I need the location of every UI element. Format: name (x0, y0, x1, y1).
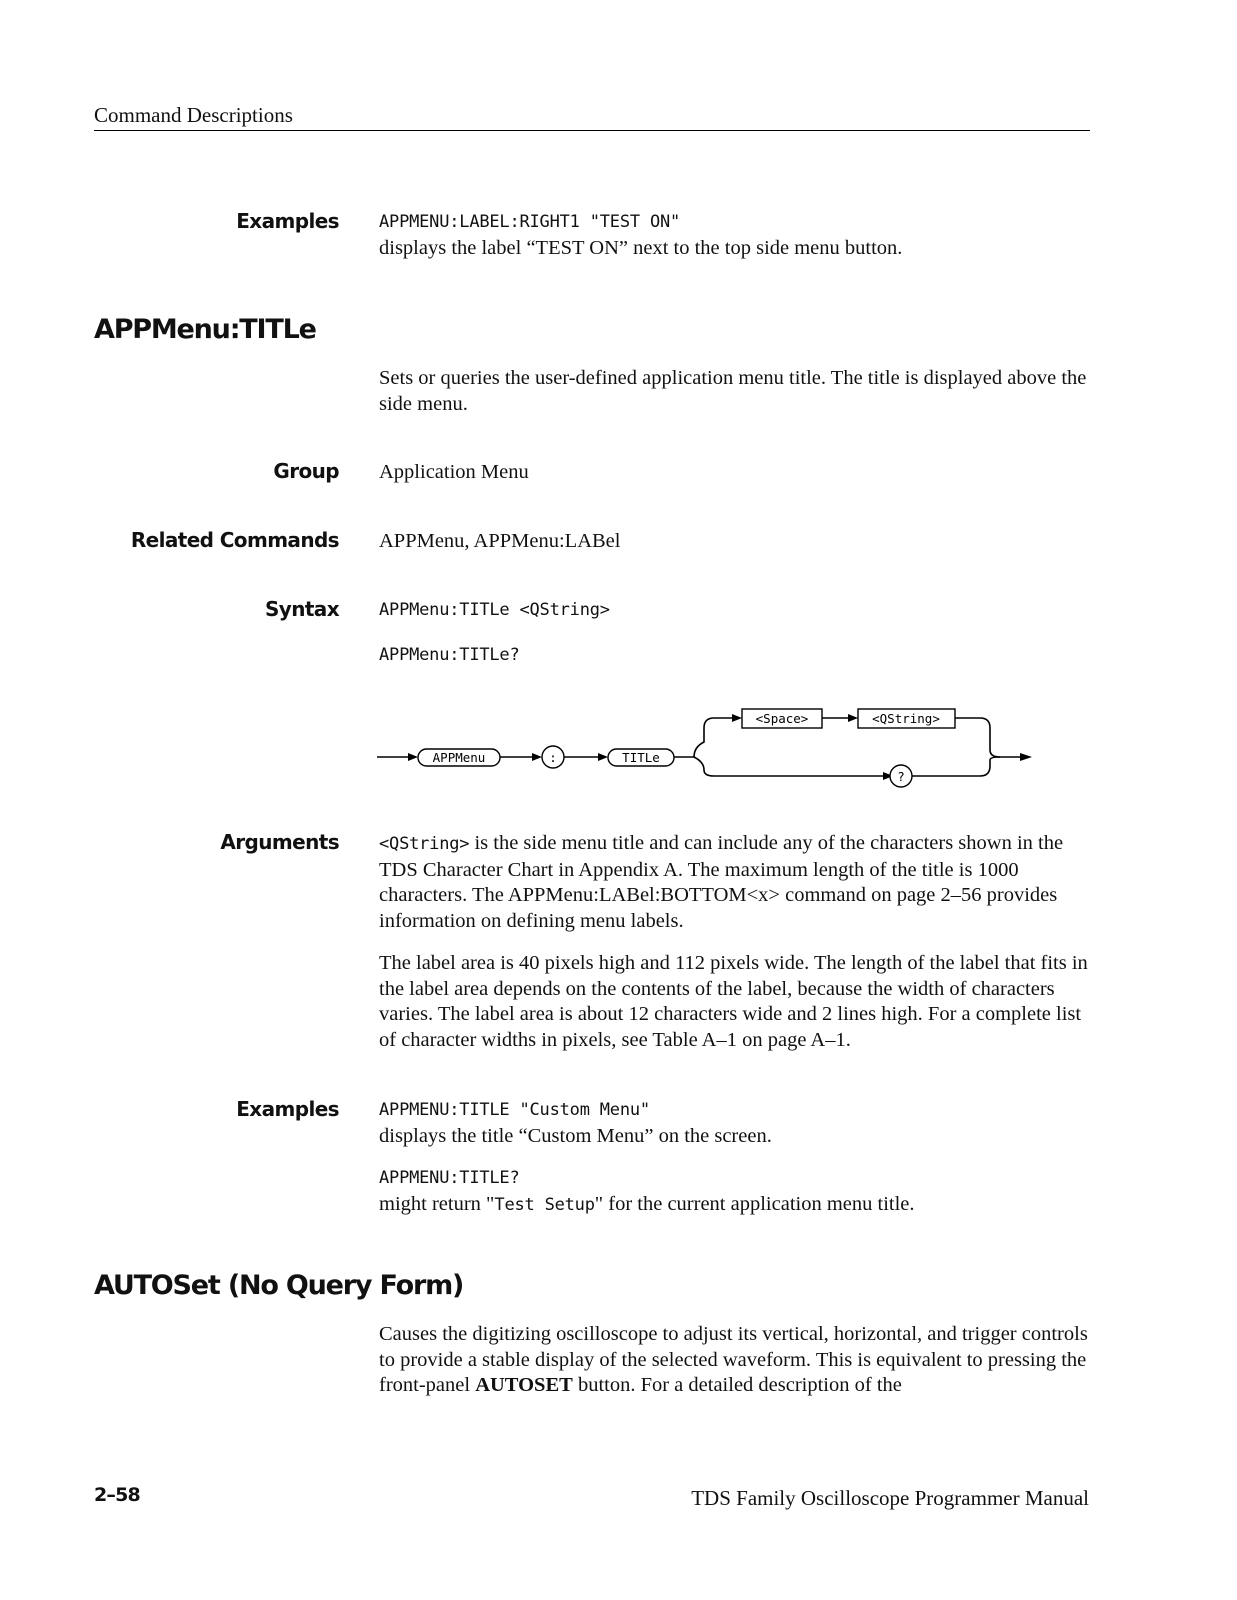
diagram-text-title: TITLe (622, 750, 660, 765)
syntax-label: Syntax (264, 597, 339, 621)
diagram-text-space: <Space> (755, 711, 809, 726)
example-2-return-value: Test Setup (494, 1194, 595, 1215)
example-2-code: APPMENU:TITLE? (379, 1168, 520, 1188)
autoset-desc-pre: Causes the digitizing oscilloscope to adjust its vertical, horizontal, and trigger controls to provide a stable display of the selected waveform. This is equivalent to pressing the front-panel (379, 1323, 1088, 1396)
syntax-line-1: APPMenu:TITLe <QString> (379, 600, 610, 620)
autoset-description (379, 1322, 1091, 1399)
command-heading-autoset: AUTOSet (No Query Form) (94, 1270, 464, 1301)
header-rule (94, 130, 1090, 131)
example-1-code: APPMENU:TITLE "Custom Menu" (379, 1100, 650, 1120)
diagram-text-colon: : (549, 750, 557, 765)
example-2-post: " for the current application menu title. (594, 1192, 915, 1215)
diagram-text-appmenu: APPMenu (432, 750, 486, 765)
prev-example-code: APPMENU:LABEL:RIGHT1 "TEST ON" (379, 212, 681, 232)
command-description: Sets or queries the user-defined application menu title. The title is displayed above the side menu. (379, 367, 1087, 415)
command-heading-appmenu-title: APPMenu:TITLe (94, 314, 316, 345)
example-2-pre: might return " (379, 1192, 495, 1215)
title-example-1 (379, 1098, 1091, 1149)
manual-title: TDS Family Oscilloscope Programmer Manual (691, 1486, 1089, 1510)
prev-examples-block (379, 210, 1091, 261)
arguments-paragraph-1 (379, 831, 1091, 934)
example-2-text (379, 1192, 1091, 1219)
examples-label: Examples (236, 209, 339, 233)
group-value: Application Menu (379, 461, 529, 483)
related-commands-label: Related Commands (130, 528, 339, 552)
page-number: 2–58 (94, 1484, 140, 1506)
autoset-desc-post: button. For a detailed description of the (572, 1374, 902, 1396)
title-example-2 (379, 1166, 1091, 1218)
prev-example-text: displays the label “TEST ON” next to the top side menu button. (379, 236, 903, 259)
example-1-text: displays the title “Custom Menu” on the screen. (379, 1124, 772, 1147)
group-label: Group (273, 459, 339, 483)
syntax-diagram (372, 700, 1042, 792)
running-header: Command Descriptions (94, 103, 293, 127)
syntax-line-2: APPMenu:TITLe? (379, 645, 520, 665)
arguments-paragraph-2: The label area is 40 pixels high and 112 pixels wide. The length of the label that fits in the label area depends on the contents of the label, because the width of characters varies. The label area is about 12 characters wide and 2 lines high. For a complete list of character widths in pixels, see Table A–1 on page A–1. (379, 952, 1088, 1051)
diagram-text-qstring: <QString> (872, 711, 940, 726)
related-commands-value: APPMenu, APPMenu:LABel (379, 530, 621, 552)
examples-label-title: Examples (236, 1097, 339, 1121)
arg-code: <QString> (379, 834, 470, 854)
arguments-label: Arguments (220, 830, 339, 854)
arg-text: is the side menu title and can include any of the characters shown in the TDS Character Chart in Appendix A. The maximum length of the title is 1000 characters. The APPMenu:LABel:BOTTOM<x> command on page 2–56 provides information on defining menu labels. (379, 832, 1064, 932)
diagram-text-query: ? (897, 769, 905, 784)
autoset-button-name: AUTOSET (475, 1374, 573, 1396)
